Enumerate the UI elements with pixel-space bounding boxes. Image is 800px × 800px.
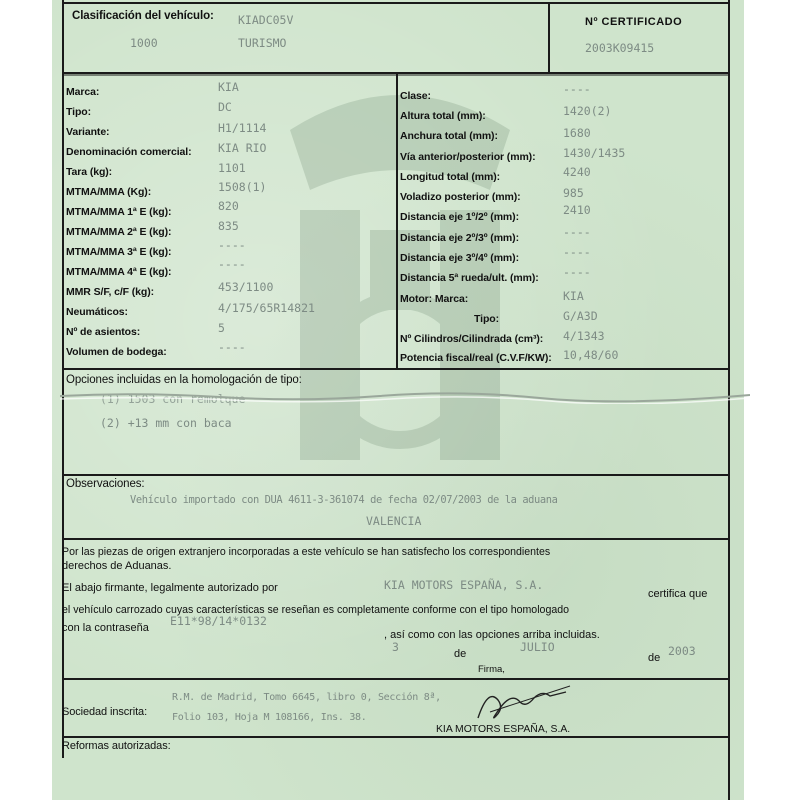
field-label: Distancia eje 2º/3º (mm): [400,232,519,244]
sociedad-line-1: R.M. de Madrid, Tomo 6645, libro 0, Sección 8ª, [172,692,441,703]
handwritten-signature [470,678,580,726]
field-label: Longitud total (mm): [400,171,501,183]
field-value: 4/1343 [563,329,605,343]
opciones-line-2: (2) +13 mm con baca [100,416,232,430]
contrasena-post: , así como con las opciones arriba incluidas. [384,629,600,641]
sociedad-line-2: Folio 103, Hoja M 108166, Ins. 38. [172,712,367,723]
firmante-pre: El abajo firmante, legalmente autorizado por [62,582,278,594]
field-value: ---- [218,340,246,354]
field-value: H1/1114 [218,121,267,135]
contrasena-pre: con la contraseña [62,622,149,634]
field-label: Nº de asientos: [66,326,141,338]
field-value: ---- [563,82,591,96]
field-value: 10,48/60 [563,348,619,362]
field-label: Distancia eje 3º/4º (mm): [400,252,519,264]
field-label: Volumen de bodega: [66,346,167,358]
rule-top [62,2,729,4]
rule-declaracion-bottom [62,678,729,680]
field-value: G/A3D [563,309,598,323]
firma-label: Firma, [478,664,505,675]
field-label: Nº Cilindros/Cilindrada (cm³): [400,333,544,345]
field-value: 2410 [563,203,591,217]
field-label: Tipo: [66,106,91,118]
field-label: Altura total (mm): [400,110,486,122]
field-label: Voladizo posterior (mm): [400,191,521,203]
fecha-dia: 3 [392,640,399,654]
clasificacion-tipo: TURISMO [238,36,287,50]
field-value: KIA [563,289,584,303]
observaciones-label: Observaciones: [66,478,145,490]
field-value: KIA [218,80,239,94]
field-label: Neumáticos: [66,306,128,318]
field-value: 4240 [563,165,591,179]
field-value: 1508(1) [218,180,267,194]
fecha-mes: JULIO [520,640,555,654]
clasificacion-code: KIADC05V [238,13,294,27]
field-label: Variante: [66,126,110,138]
frame-left [62,0,64,758]
field-label: Potencia fiscal/real (C.V.F/KW): [400,352,552,364]
field-label: MTMA/MMA 4ª E (kg): [66,266,172,278]
field-label: Denominación comercial: [66,146,192,158]
rule-fields-bottom [62,368,729,370]
field-value: 1430/1435 [563,146,626,160]
fields-divider [396,74,398,368]
reformas-label: Reformas autorizadas: [62,740,171,752]
fecha-de-2: de [648,652,661,664]
field-value: 453/1100 [218,280,274,294]
sociedad-company: KIA MOTORS ESPAÑA, S.A. [436,724,571,735]
declaracion-line-1: Por las piezas de origen extranjero incorporadas a este vehículo se han satisfecho los correspondientes [62,546,551,558]
rule-observaciones-bottom [62,538,729,540]
clasificacion-label: Clasificación del vehículo: [72,10,214,22]
field-label: Motor: Marca: [400,293,469,305]
field-value: DC [218,100,232,114]
firmante-post: certifica que [648,588,708,600]
field-label: Tipo: [474,313,499,325]
page-edge [744,0,800,800]
field-label: MMR S/F, c/F (kg): [66,286,155,298]
observaciones-line-2: VALENCIA [366,514,422,528]
field-label: Distancia 5ª rueda/ult. (mm): [400,272,539,284]
field-label: Distancia eje 1º/2º (mm): [400,211,519,223]
opciones-line-1: (1) 1503 con remolque [100,392,246,406]
field-value: 985 [563,186,584,200]
field-label: Tara (kg): [66,166,113,178]
field-value: ---- [563,265,591,279]
certificado-value: 2003K09415 [585,41,655,55]
field-value: 5 [218,321,225,335]
field-value: 1420(2) [563,104,612,118]
certificado-label: Nº CERTIFICADO [585,16,683,28]
field-label: Clase: [400,90,431,102]
field-value: 820 [218,199,239,213]
fecha-de-1: de [454,648,467,660]
declaracion-line-4: el vehículo carrozado cuyas características se reseñan es completamente conforme con el tipo homologado [62,604,570,616]
sociedad-label: Sociedad inscrita: [62,706,148,718]
field-label: MTMA/MMA (Kg): [66,186,152,198]
field-label: MTMA/MMA 1ª E (kg): [66,206,172,218]
declaracion-line-2: derechos de Aduanas. [62,560,172,572]
field-label: MTMA/MMA 2ª E (kg): [66,226,172,238]
field-value: 1680 [563,126,591,140]
field-value: ---- [218,238,246,252]
field-label: Marca: [66,86,100,98]
opciones-label: Opciones incluidas en la homologación de tipo: [66,374,302,386]
header-divider [548,2,550,72]
field-value: 1101 [218,161,246,175]
firmante-name: KIA MOTORS ESPAÑA, S.A. [384,578,544,592]
field-value: ---- [563,225,591,239]
field-value: ---- [563,245,591,259]
field-label: Vía anterior/posterior (mm): [400,151,536,163]
clasificacion-num: 1000 [130,36,158,50]
field-value: 835 [218,219,239,233]
field-value: KIA RIO [218,141,267,155]
observaciones-line-1: Vehículo importado con DUA 4611-3-361074 de fecha 02/07/2003 de la aduana [130,494,558,506]
field-value: 4/175/65R14821 [218,301,315,315]
fecha-anio: 2003 [668,644,696,658]
paper-tear [60,390,750,404]
contrasena-value: E11*98/14*0132 [170,614,267,628]
rule-sociedad-bottom [62,736,729,738]
field-label: MTMA/MMA 3ª E (kg): [66,246,172,258]
rule-opciones-bottom [62,474,729,476]
field-label: Anchura total (mm): [400,130,498,142]
field-value: ---- [218,257,246,271]
